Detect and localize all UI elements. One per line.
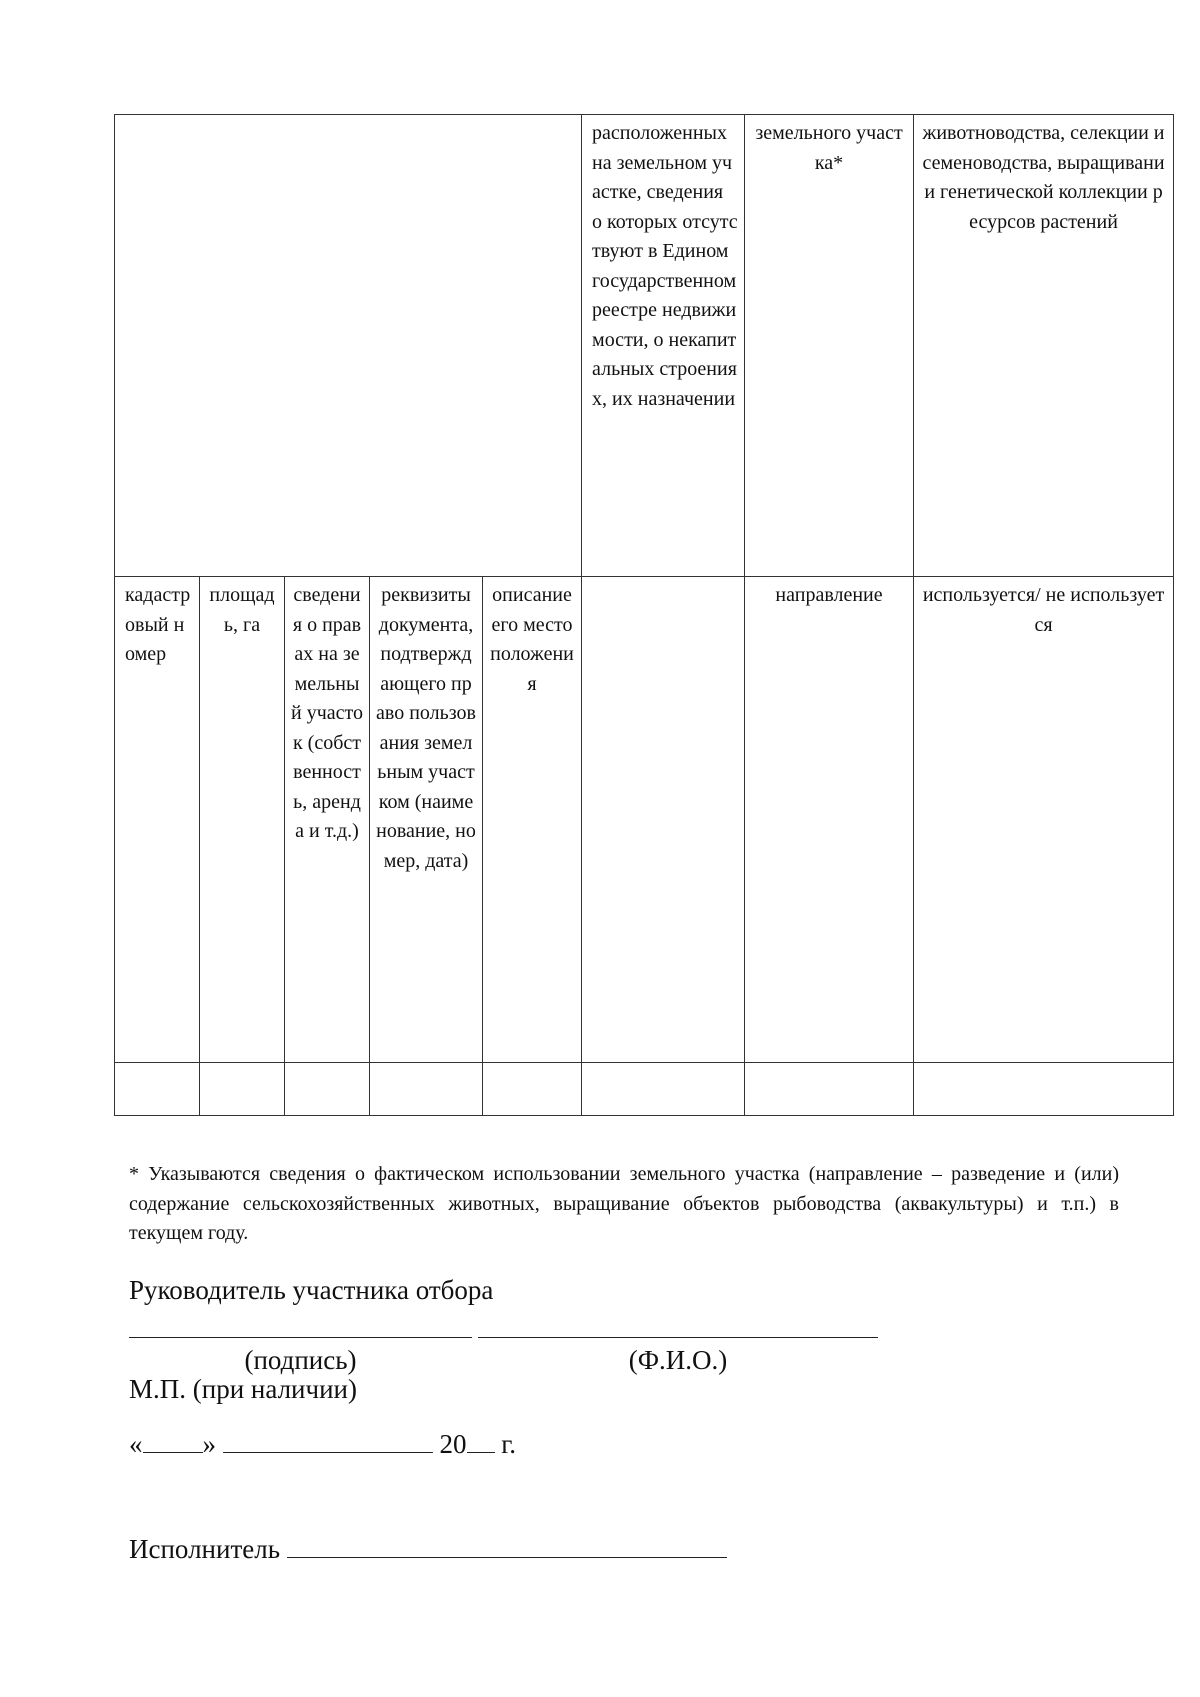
executor-label: Исполнитель [129, 1534, 281, 1564]
table-row-top [115, 115, 1174, 577]
date-open-quote: « [129, 1429, 143, 1459]
footnote: * Указываются сведения о фактическом использовании земельного участка (направление – разведение и (или) содержание сельскохозяйственных животных, выращивание объектов рыбоводства (аквакультуры) и т.п.) в текущем году. [129, 1163, 1119, 1244]
entry-cell[interactable] [582, 1063, 745, 1116]
signature-title: Руководитель участника отбора [129, 1275, 494, 1305]
executor-blank[interactable] [287, 1533, 727, 1558]
entry-cell[interactable] [745, 1063, 914, 1116]
entry-cell[interactable] [285, 1063, 370, 1116]
executor-row [129, 1533, 727, 1565]
name-line[interactable] [478, 1337, 878, 1338]
stamp-label: М.П. (при наличии) [129, 1374, 357, 1404]
entry-cell[interactable] [914, 1063, 1174, 1116]
table-cell-plot-usage: земельного участка* [745, 115, 914, 577]
entry-cell[interactable] [200, 1063, 285, 1116]
header-used-status: используется/ не используется [914, 577, 1174, 1063]
year-prefix: 20 [439, 1429, 467, 1459]
year-blank[interactable] [467, 1428, 495, 1453]
entry-cell[interactable] [483, 1063, 582, 1116]
header-location: описание его местоположения [483, 577, 582, 1063]
land-plot-table [114, 114, 1174, 1116]
month-blank[interactable] [223, 1428, 433, 1453]
table-cell-livestock: животноводства, селекции и семеноводства, выращивании генетической коллекции ресурсов растений [914, 115, 1174, 577]
date-close-quote: » [202, 1429, 216, 1459]
header-area: площадь, га [200, 577, 285, 1063]
signature-caption: (подпись) [244, 1345, 357, 1375]
year-suffix: г. [494, 1429, 517, 1459]
header-rights: сведения о правах на земельный участок (собственность, аренда и т.д.) [285, 577, 370, 1063]
header-direction: направление [745, 577, 914, 1063]
header-document-details: реквизиты документа, подтверждающего право пользования земельным участком (наименование, номер, дата) [370, 577, 483, 1063]
day-blank[interactable] [143, 1428, 203, 1453]
entry-cell[interactable] [115, 1063, 200, 1116]
signature-line[interactable] [129, 1337, 472, 1338]
table-cell-structures: расположенных на земельном участке, сведения о которых отсутствуют в Едином государственном реестре недвижимости, о некапитальных строениях, их назначении [582, 115, 745, 577]
name-caption: (Ф.И.О.) [628, 1345, 728, 1375]
table-cell-empty-merged [115, 115, 582, 577]
table-row-entry [115, 1063, 1174, 1116]
header-empty [582, 577, 745, 1063]
table-header-row [115, 577, 1174, 1063]
entry-cell[interactable] [370, 1063, 483, 1116]
date-row [129, 1428, 516, 1460]
header-cadastral-number: кадастровый номер [115, 577, 200, 1063]
